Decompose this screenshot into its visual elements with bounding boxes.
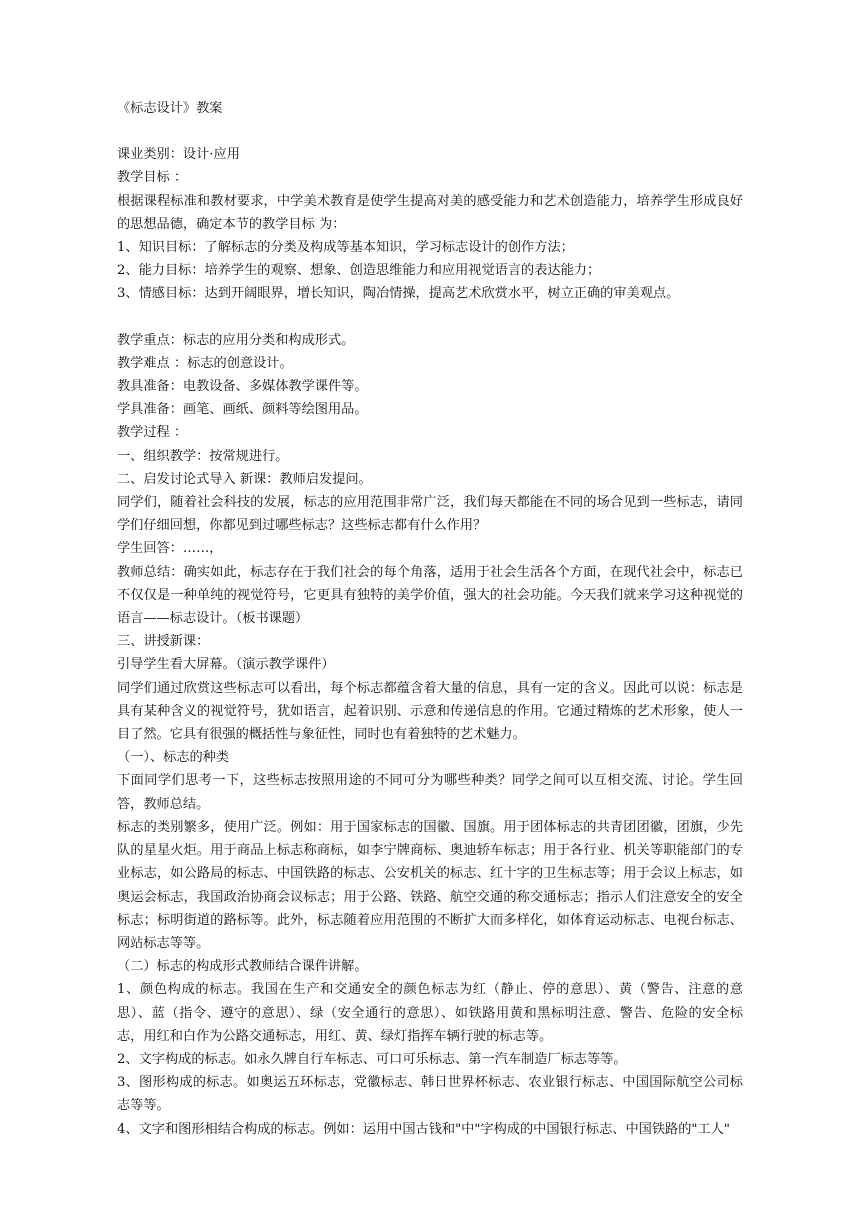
student-answer: 学生回答：……， xyxy=(117,541,223,557)
step-teach: 三、讲授新课： xyxy=(117,634,210,650)
objective-ability: 2、能力目标：培养学生的观察、想象、创造思维能力和应用视觉语言的表达能力； xyxy=(117,263,601,279)
section-forms-heading: （二）标志的构成形式教师结合课件讲解。 xyxy=(117,959,368,975)
form-graphic: 3、图形构成的标志。如奥运五环标志，党徽标志、韩日世界杯标志、农业银行标志、中国国际航空公司标志等等。 xyxy=(117,1075,743,1114)
section-types-text: 标志的类别繁多，使用广泛。例如：用于国家标志的国徽、国旗。用于团体标志的共青团团徽，团旗，少先队的星星火炬。用于商品上标志称商标，如李宁牌商标、奥迪轿车标志；用于各行业、机关等职能部门的专业标志，如公路局的标志、中国铁路的标志、公安机关的标志、红十字的卫生标志等；用于会议上标志，如奥运会标志，我国政治协商会议标志；用于公路、铁路、航空交通的称交通标志；指示人们注意安全的安全标志；标明街道的路标等。此外，标志随着应用范围的不断扩大而多样化，如体育运动标志、电视台标志、网站标志等等。 xyxy=(117,819,743,951)
guide-line: 引导学生看大屏幕。（演示教学课件） xyxy=(117,657,335,673)
document-page xyxy=(117,97,743,1141)
section-types-question: 下面同学们思考一下，这些标志按照用途的不同可分为哪些种类？同学之间可以互相交流、讨论。学生回答，教师总结。 xyxy=(117,773,743,812)
objective-knowledge: 1、知识目标：了解标志的分类及构成等基本知识，学习标志设计的创作方法； xyxy=(117,240,574,256)
teacher-tools: 教具准备：电教设备、多媒体教学课件等。 xyxy=(117,379,368,395)
course-type: 课业类别：设计·应用 xyxy=(117,147,240,163)
form-text: 2、文字构成的标志。如永久牌自行车标志、可口可乐标志、第一汽车制造厂标志等等。 xyxy=(117,1051,627,1067)
student-tools: 学具准备：画笔、画纸、颜料等绘图用品。 xyxy=(117,402,368,418)
document-title: 《标志设计》教案 xyxy=(117,101,223,116)
form-color: 1、颜色构成的标志。我国在生产和交通安全的颜色标志为红（静止、停的意思）、黄（警告、注意的意思）、蓝（指令、遵守的意思）、绿（安全通行的意思）、如铁路用黄和黑标明注意、警告、危险的安全标志，用红和白作为公路交通标志，用红、黄、绿灯指挥车辆行驶的标志等。 xyxy=(117,982,743,1044)
guide-text: 同学们通过欣赏这些标志可以看出，每个标志都蕴含着大量的信息，具有一定的含义。因此可以说：标志是具有某种含义的视觉符号，犹如语言，起着识别、示意和传递信息的作用。它通过精炼的艺术形象，使人一目了然。它具有很强的概括性与象征性，同时也有着独特的艺术魅力。 xyxy=(117,680,743,743)
key-point: 教学重点：标志的应用分类和构成形式。 xyxy=(117,332,355,348)
objective-emotion: 3、情感目标：达到开阔眼界，增长知识，陶冶情操，提高艺术欣赏水平，树立正确的审美观点。 xyxy=(117,286,680,302)
paragraph-gap xyxy=(117,306,743,329)
teacher-summary: 教师总结：确实如此，标志存在于我们社会的每个角落，适用于社会生活各个方面，在现代社会中，标志已不仅仅是一种单纯的视觉符号，它更具有独特的美学价值，强大的社会功能。今天我们就来学习这种视觉的语言——标志设计。（板书课题） xyxy=(117,564,743,627)
intro-question: 同学们，随着社会科技的发展，标志的应用范围非常广泛，我们每天都能在不同的场合见到一些标志，请同学们仔细回想，你都见到过哪些标志？这些标志都有什么作用？ xyxy=(117,495,743,534)
form-combined: 4、文字和图形相结合构成的标志。例如：运用中国古钱和"中"字构成的中国银行标志、中国铁路的"工人" xyxy=(117,1121,730,1137)
step-introduce: 二、启发讨论式导入 新课：教师启发提问。 xyxy=(117,471,372,487)
section-types-heading: （一）、标志的种类 xyxy=(117,750,230,766)
objectives-intro: 根据课程标准和教材要求，中学美术教育是使学生提高对美的感受能力和艺术创造能力，培养学生形成良好的思想品德，确定本节的教学目标 为： xyxy=(117,193,743,232)
difficulty: 教学难点 ：标志的创意设计。 xyxy=(117,355,293,371)
objectives-heading: 教学目标 ： xyxy=(117,170,188,186)
step-organize: 一、组织教学：按常规进行。 xyxy=(117,448,289,464)
process-heading: 教学过程 ： xyxy=(117,425,188,441)
